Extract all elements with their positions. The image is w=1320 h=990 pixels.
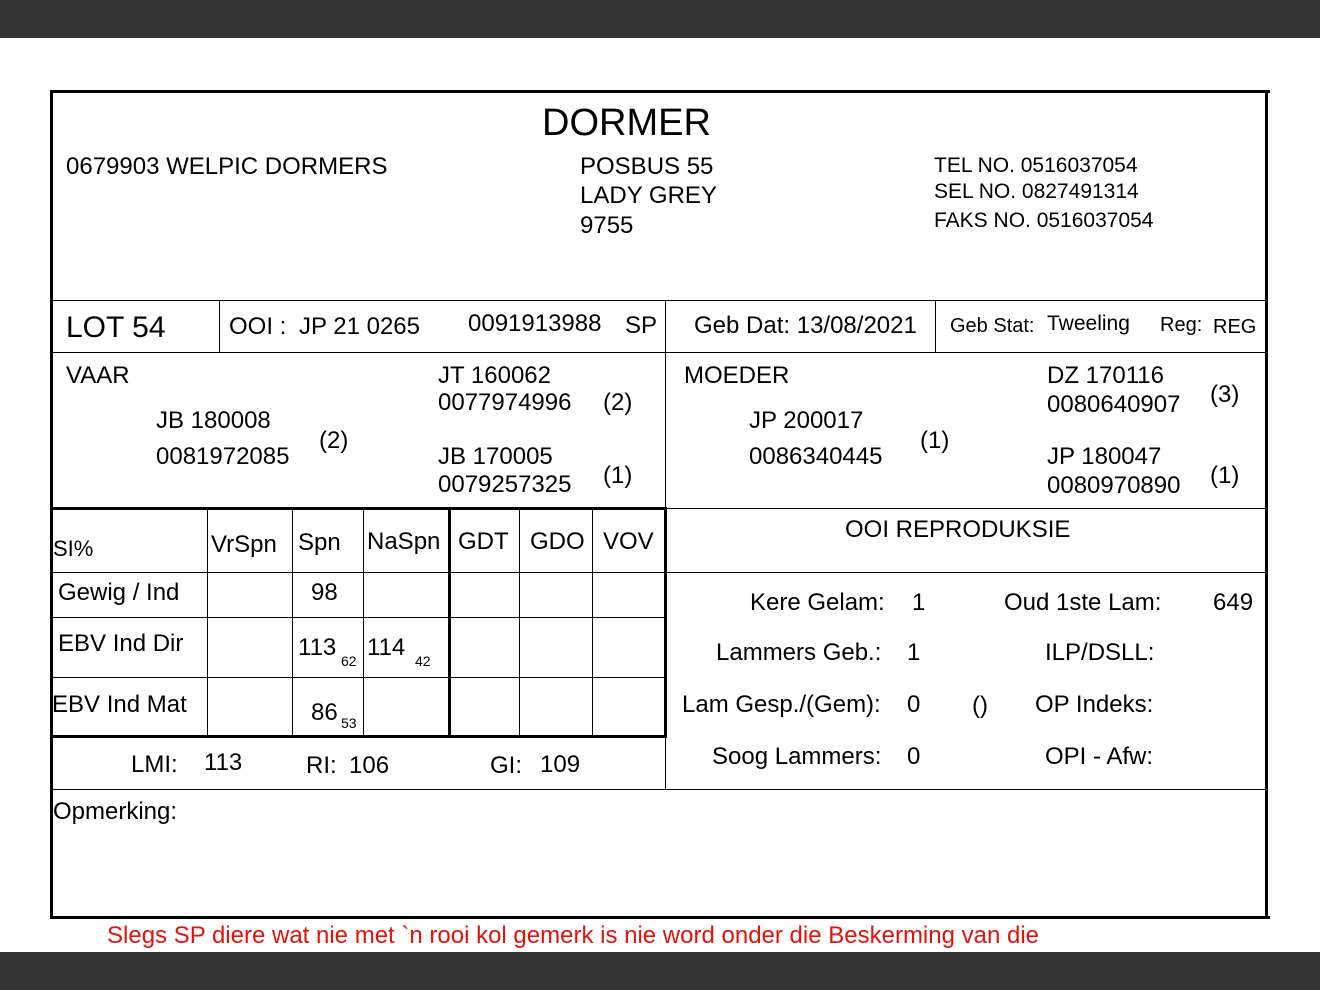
dam-id: JP 200017 [749,407,864,434]
lammers-geb-label: Lammers Geb.: [716,639,882,666]
sire-sire-number: 0077974996 [438,389,572,416]
gewig-spn-value: 98 [311,579,338,606]
sire-number: 0081972085 [156,443,290,470]
address-line-2: LADY GREY [580,182,717,209]
row-label-gewig: Gewig / Ind [58,579,180,606]
lam-gesp-average: () [972,692,988,719]
ooi-label: OOI : [229,313,287,340]
frame-right [1265,90,1268,919]
ilp-label: ILP/DSLL: [1045,639,1155,666]
lmi-label: LMI: [131,751,178,778]
naspn-header: NaSpn [367,528,441,555]
reproduction-heading: OOI REPRODUKSIE [845,516,1071,543]
sire-dam-id: JB 170005 [438,443,553,470]
birth-date: Geb Dat: 13/08/2021 [694,312,917,339]
sire-dam-count: (1) [603,462,633,489]
breed-title: DORMER [542,102,711,144]
sel-number: SEL NO. 0827491314 [934,180,1139,203]
divider [292,509,293,736]
op-indeks-label: OP Indeks: [1035,691,1154,718]
ri-value: 106 [349,752,390,779]
sire-dam-number: 0079257325 [438,471,572,498]
kere-gelam-label: Kere Gelam: [750,589,885,616]
divider [52,352,1266,353]
row-label-ebv-mat: EBV Ind Mat [52,691,187,718]
lmi-value: 113 [204,749,243,776]
breeder-name: 0679903 WELPIC DORMERS [66,153,388,180]
gi-label: GI: [490,752,523,779]
divider [519,509,520,736]
si-table-bottom [52,735,667,738]
top-dark-bar [0,0,1320,38]
oud-lam-value: 649 [1213,589,1254,616]
frame-left [50,90,53,919]
dam-sire-id: DZ 170116 [1047,362,1164,389]
lammers-geb-value: 1 [907,639,921,666]
divider [935,300,936,352]
divider [207,509,208,736]
divider [592,509,593,736]
ebv-dir-naspn-value: 114 [367,634,406,661]
gi-value: 109 [540,751,581,778]
footer-note: Slegs SP diere wat nie met `n rooi kol gemerk is nie word onder die Beskerming van die [107,922,1040,949]
divider [219,300,220,352]
faks-number: FAKS NO. 0516037054 [934,209,1154,232]
ebv-mat-spn-accuracy: 53 [341,715,357,731]
bottom-dark-bar [0,952,1320,990]
sire-sire-count: (2) [603,389,633,416]
divider [52,300,1266,301]
vrspn-header: VrSpn [211,531,277,558]
dam-dam-id: JP 180047 [1047,443,1162,470]
divider [363,509,364,736]
vov-header: VOV [603,528,654,555]
sire-count: (2) [319,427,349,454]
si-table-top [52,507,667,510]
sire-heading: VAAR [66,362,130,389]
divider [665,737,666,790]
ri-label: RI: [306,752,337,779]
divider [665,352,666,509]
sire-sire-id: JT 160062 [438,362,551,389]
ooi-status: SP [625,312,658,339]
frame-bottom [50,916,1270,919]
sire-id: JB 180008 [156,407,271,434]
ebv-dir-spn-value: 113 [298,634,337,661]
dam-number: 0086340445 [749,443,883,470]
divider [52,677,666,678]
address-line-1: POSBUS 55 [580,153,714,180]
si-table-separator [448,509,451,737]
dam-sire-number: 0080640907 [1047,391,1181,418]
opi-label: OPI - Afw: [1045,743,1154,770]
spn-header: Spn [298,529,341,556]
reg-label: Reg: [1160,314,1203,336]
soog-value: 0 [907,743,921,770]
divider [665,300,666,352]
dam-dam-count: (1) [1210,462,1240,489]
dam-sire-count: (3) [1210,381,1240,408]
lam-gesp-value: 0 [907,691,921,718]
address-line-3: 9755 [580,212,634,239]
oud-lam-label: Oud 1ste Lam: [1004,589,1162,616]
ebv-mat-spn-value: 86 [311,699,338,726]
si-header: SI% [53,536,94,561]
reg-value: REG [1213,316,1257,338]
dam-heading: MOEDER [684,362,790,389]
lot-number: LOT 54 [66,311,166,344]
si-table-right [664,509,667,737]
frame-top [50,90,1270,93]
dam-dam-number: 0080970890 [1047,472,1181,499]
birth-status-label: Geb Stat: [950,315,1035,337]
dam-count: (1) [920,427,950,454]
kere-gelam-value: 1 [912,589,926,616]
gdo-header: GDO [530,528,585,555]
divider [665,508,1266,509]
row-label-ebv-dir: EBV Ind Dir [58,630,184,657]
divider [52,572,1266,573]
ebv-dir-spn-accuracy: 62 [341,653,357,669]
ooi-id: JP 21 0265 [299,313,420,340]
lam-gesp-label: Lam Gesp./(Gem): [682,691,881,718]
birth-status-value: Tweeling [1047,312,1130,335]
divider [52,617,666,618]
gdt-header: GDT [458,528,509,555]
divider [52,789,1266,790]
ebv-dir-naspn-accuracy: 42 [415,653,431,669]
remarks-label: Opmerking: [53,798,178,825]
soog-label: Soog Lammers: [712,743,882,770]
ooi-number: 0091913988 [468,310,602,337]
tel-number: TEL NO. 0516037054 [934,154,1138,177]
